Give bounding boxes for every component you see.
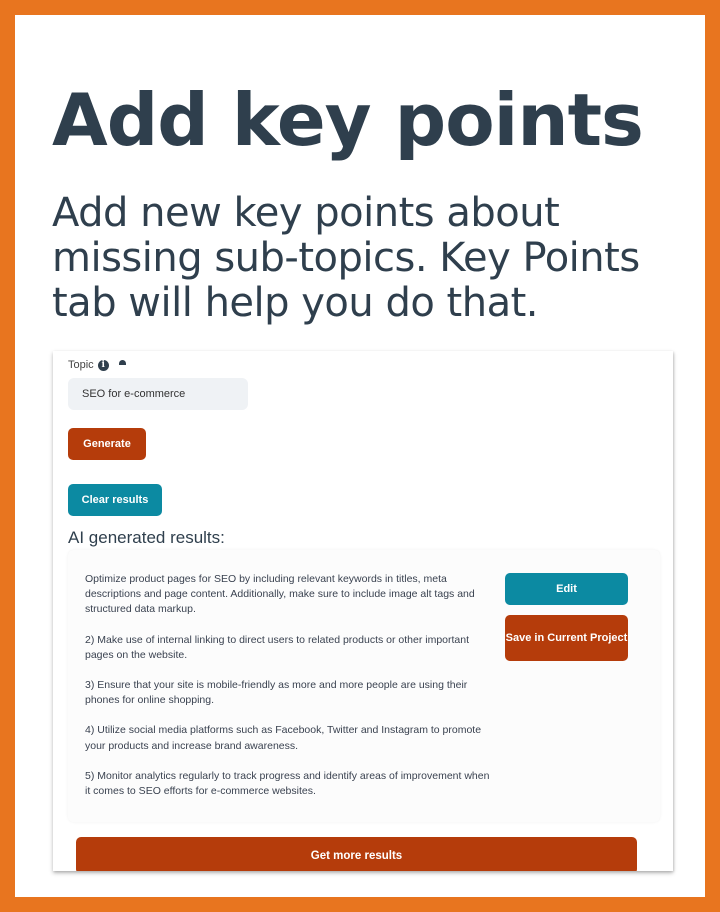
page-frame <box>15 15 705 897</box>
help-icon[interactable] <box>119 360 126 365</box>
results-heading: AI generated results: <box>68 528 225 547</box>
result-paragraph: 5) Monitor analytics regularly to track progress and identify areas of improvement when it comes to SEO efforts for e-commerce websites. <box>85 769 490 798</box>
generate-button[interactable]: Generate <box>68 428 146 460</box>
results-text <box>85 572 495 814</box>
get-more-results-button[interactable]: Get more results <box>76 837 637 871</box>
topic-input[interactable] <box>68 378 248 410</box>
save-in-project-button[interactable]: Save in Current Project <box>505 615 628 661</box>
info-icon[interactable]: i <box>98 360 109 371</box>
result-paragraph: Optimize product pages for SEO by including relevant keywords in titles, meta descriptions and page content. Additionally, make sure to include image alt tags and structured data markup. <box>85 573 475 616</box>
page-title: Add key points <box>52 78 643 162</box>
page-subtitle: Add new key points about missing sub-topics. Key Points tab will help you do that. <box>52 190 640 326</box>
app-screenshot-panel <box>53 351 673 871</box>
clear-results-button[interactable]: Clear results <box>68 484 162 516</box>
result-paragraph: 4) Utilize social media platforms such as Facebook, Twitter and Instagram to promote your products and increase brand awareness. <box>85 724 482 752</box>
result-paragraph: 3) Ensure that your site is mobile-friendly as more and more people are using their phones for online shopping. <box>85 679 468 707</box>
result-paragraph: 2) Make use of internal linking to direct users to related products or other important pages on the website. <box>85 633 470 661</box>
edit-button[interactable]: Edit <box>505 573 628 605</box>
topic-label-row <box>68 359 126 371</box>
topic-label: Topic <box>68 359 94 371</box>
